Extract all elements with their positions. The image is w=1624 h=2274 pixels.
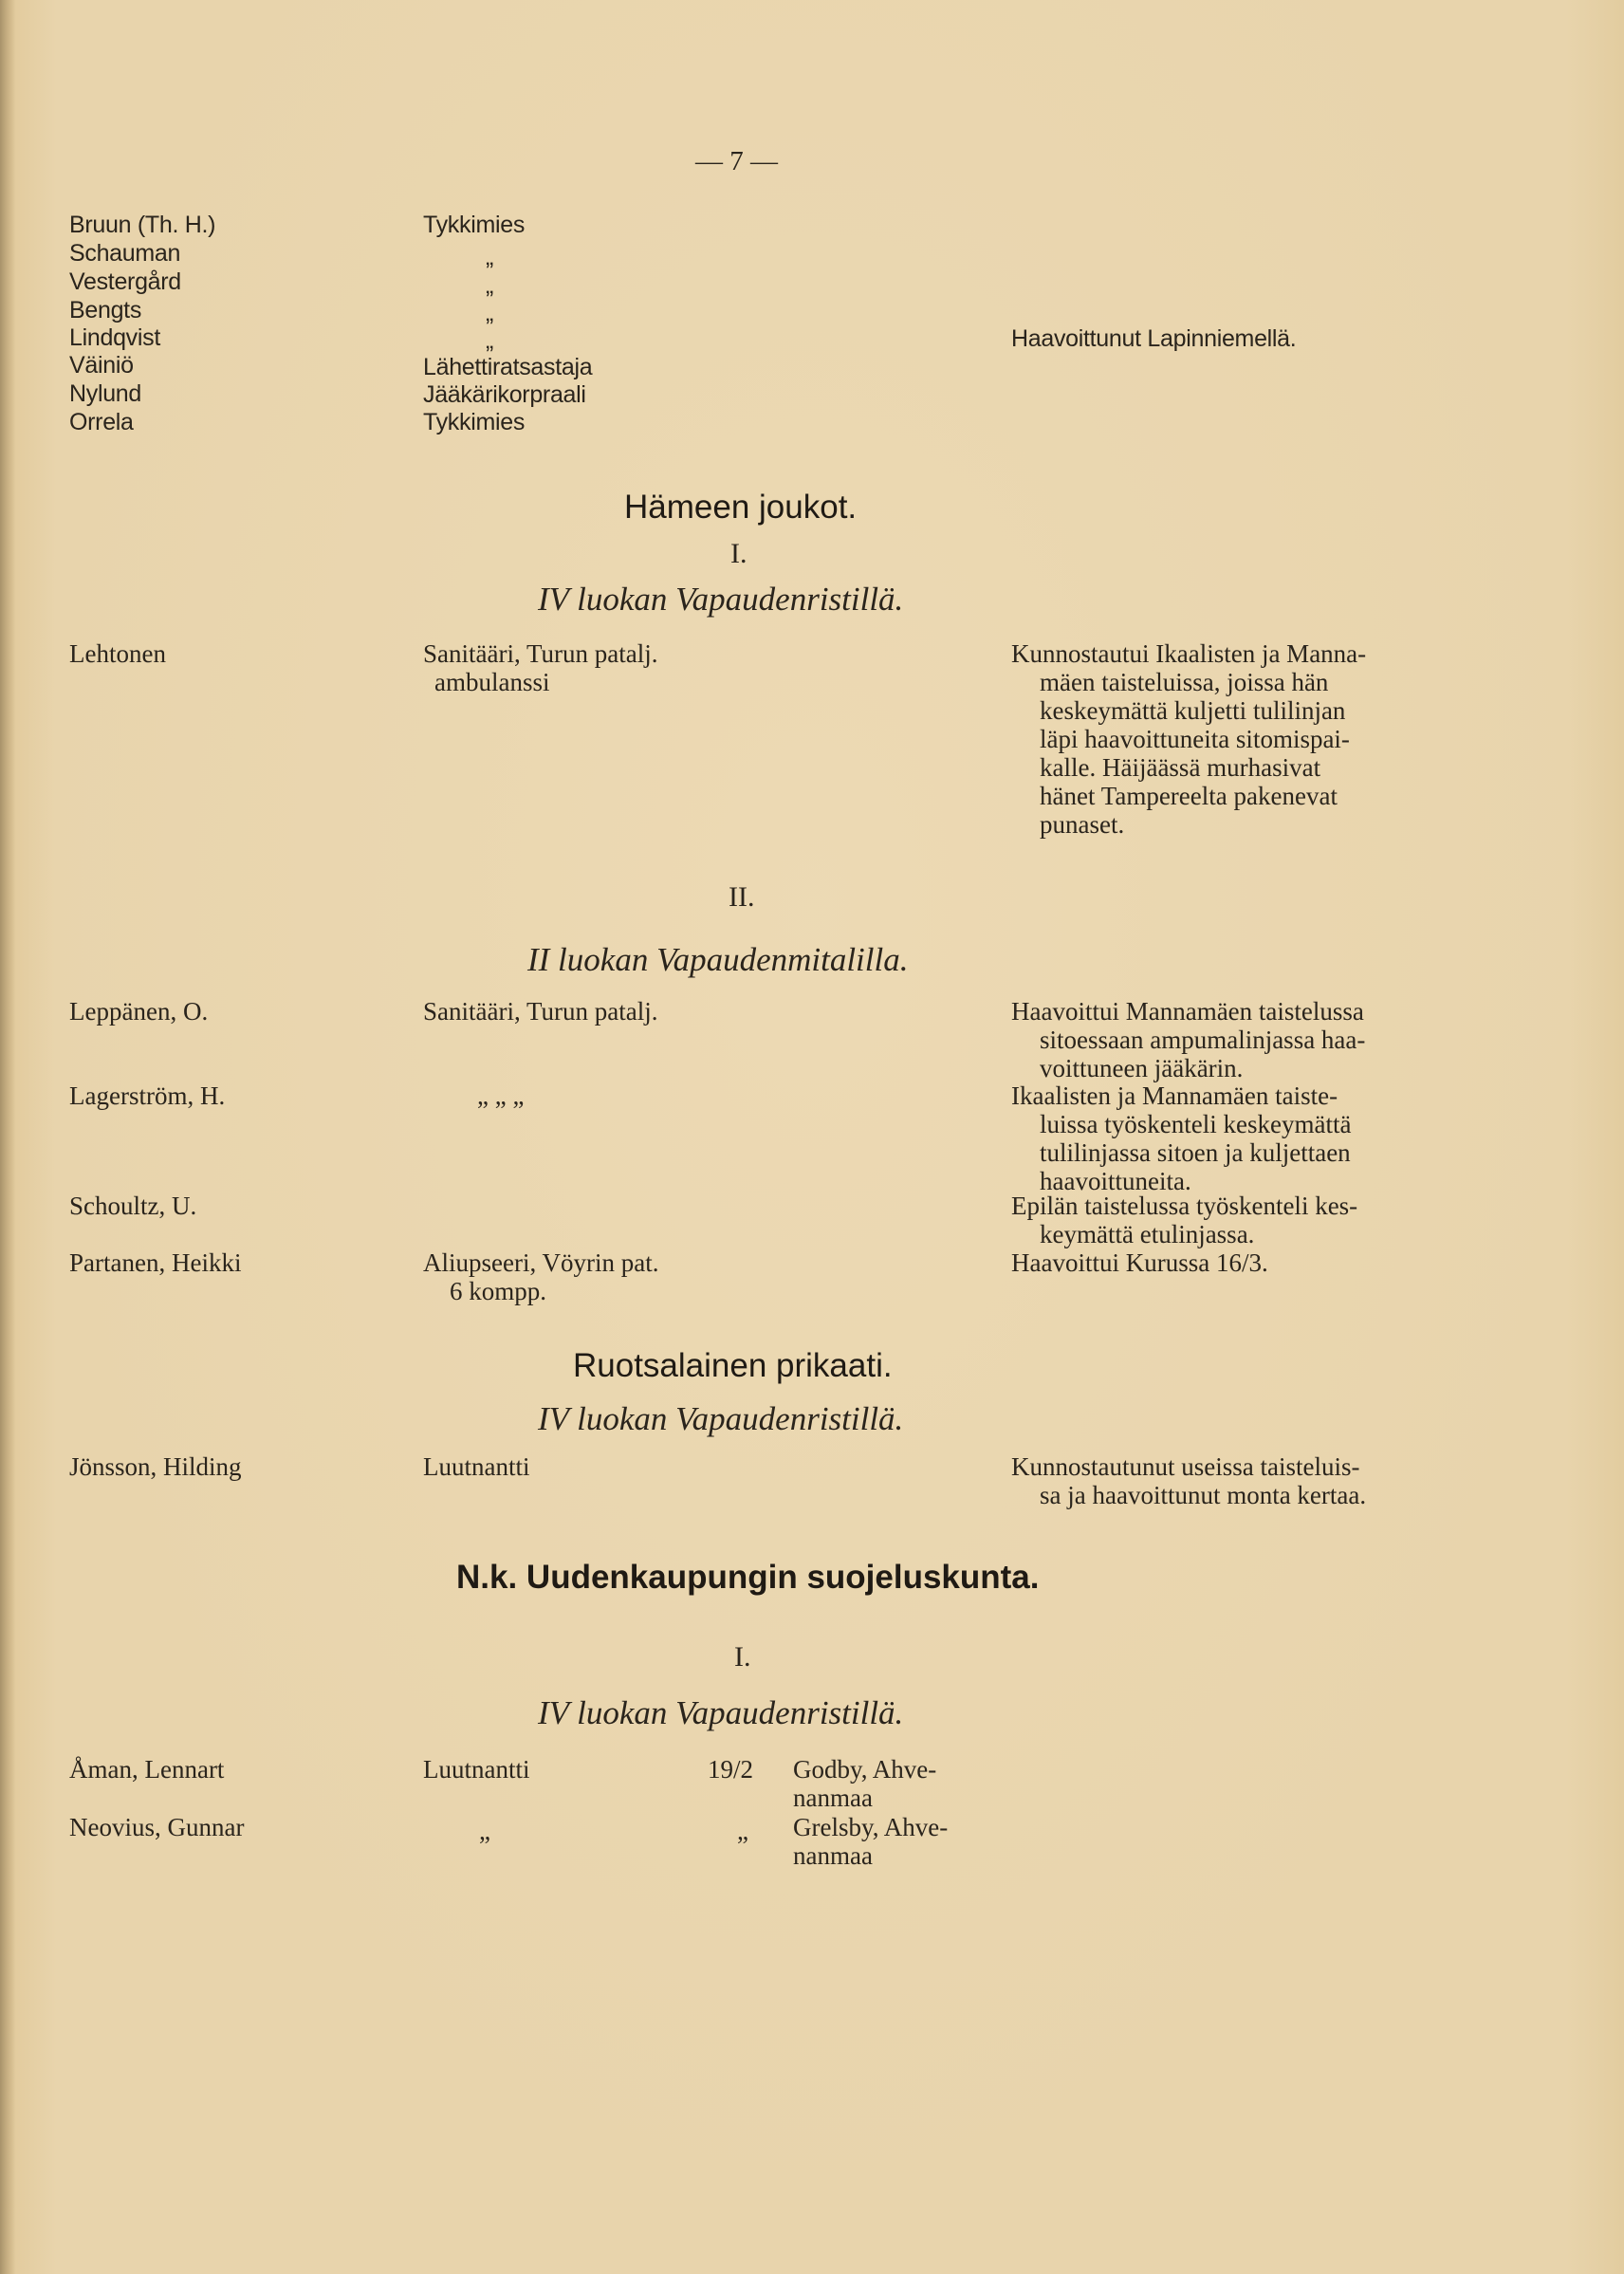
rank: Aliupseeri, Vöyrin pat. bbox=[423, 1248, 659, 1277]
section-heading-hame: Hämeen joukot. bbox=[624, 489, 858, 526]
rank: Lähettiratsastaja bbox=[423, 354, 593, 380]
name: Partanen, Heikki bbox=[69, 1248, 242, 1277]
roman-numeral: I. bbox=[730, 538, 747, 569]
award-class-title: IV luokan Vapaudenristillä. bbox=[538, 1400, 904, 1437]
rank: Luutnantti bbox=[423, 1452, 530, 1481]
roman-numeral: II. bbox=[729, 881, 755, 913]
award-class-title: II luokan Vapaudenmitalilla. bbox=[527, 941, 909, 978]
section-heading-uusikaupunki: N.k. Uudenkaupungin suojeluskunta. bbox=[456, 1559, 1040, 1596]
name: Åman, Lennart bbox=[69, 1755, 225, 1784]
name: Orrela bbox=[69, 409, 134, 435]
rank: Tykkimies bbox=[423, 409, 526, 435]
place: nanmaa bbox=[793, 1784, 873, 1812]
rank: Tykkimies bbox=[423, 212, 526, 238]
ditto-mark: „ bbox=[486, 272, 494, 299]
award-class-title: IV luokan Vapaudenristillä. bbox=[538, 581, 904, 618]
name: Lehtonen bbox=[69, 639, 166, 668]
name: Väiniö bbox=[69, 352, 134, 379]
section-heading-ruotsalainen: Ruotsalainen prikaati. bbox=[573, 1347, 893, 1384]
wound-note: Haavoittunut Lapinniemellä. bbox=[1011, 325, 1297, 352]
name: Nylund bbox=[69, 380, 142, 407]
citation-text: Haavoittui Mannamäen taistelussa sitoessaan ampumalinjassa haa- voittuneen jääkärin. bbox=[1011, 997, 1366, 1082]
binding-edge bbox=[0, 0, 15, 2274]
rank: Luutnantti bbox=[423, 1755, 530, 1784]
date: 19/2 bbox=[708, 1755, 754, 1784]
name: Schoultz, U. bbox=[69, 1192, 197, 1220]
ditto-marks: „ „ „ bbox=[477, 1082, 525, 1110]
rank: Sanitääri, Turun patalj. bbox=[423, 639, 658, 668]
name: Lagerström, H. bbox=[69, 1082, 226, 1110]
name: Bengts bbox=[69, 297, 142, 324]
name: Bruun (Th. H.) bbox=[69, 212, 216, 238]
place: Godby, Ahve- bbox=[793, 1755, 937, 1784]
place: nanmaa bbox=[793, 1841, 873, 1870]
ditto-mark: „ bbox=[486, 327, 494, 354]
name: Lindqvist bbox=[69, 324, 160, 351]
citation-text: Ikaalisten ja Mannamäen taiste- luissa työskenteli keskeymättä tulilinjassa sitoen ja kuljettaen haavoittuneita. bbox=[1011, 1082, 1352, 1195]
ditto-mark: „ bbox=[479, 1817, 490, 1845]
ditto-mark: „ bbox=[737, 1817, 748, 1845]
rank: ambulanssi bbox=[434, 668, 550, 696]
citation-text: Epilän taistelussa työskenteli kes- keymättä etulinjassa. bbox=[1011, 1192, 1358, 1248]
name: Vestergård bbox=[69, 268, 181, 295]
name: Neovius, Gunnar bbox=[69, 1813, 245, 1841]
name: Leppänen, O. bbox=[69, 997, 209, 1026]
citation-text: Haavoittui Kurussa 16/3. bbox=[1011, 1248, 1268, 1277]
rank: Jääkärikorpraali bbox=[423, 381, 586, 408]
award-class-title: IV luokan Vapaudenristillä. bbox=[538, 1694, 904, 1731]
name: Jönsson, Hilding bbox=[69, 1452, 242, 1481]
name: Schauman bbox=[69, 240, 181, 267]
citation-text: Kunnostautui Ikaalisten ja Manna- mäen taisteluissa, joissa hän keskeymättä kuljetti tulilinjan läpi haavoittuneita sitomispai- kalle. Häijäässä murhasivat hänet Tampereelta pakenevat punaset. bbox=[1011, 639, 1367, 839]
citation-text: Kunnostautunut useissa taisteluis- sa ja haavoittunut monta kertaa. bbox=[1011, 1452, 1367, 1509]
ditto-mark: „ bbox=[486, 300, 494, 326]
ditto-mark: „ bbox=[486, 244, 494, 270]
page-number: — 7 — bbox=[695, 146, 778, 176]
roman-numeral: I. bbox=[734, 1641, 751, 1673]
place: Grelsby, Ahve- bbox=[793, 1813, 949, 1841]
rank: Sanitääri, Turun patalj. bbox=[423, 997, 658, 1026]
rank: 6 kompp. bbox=[450, 1277, 547, 1305]
